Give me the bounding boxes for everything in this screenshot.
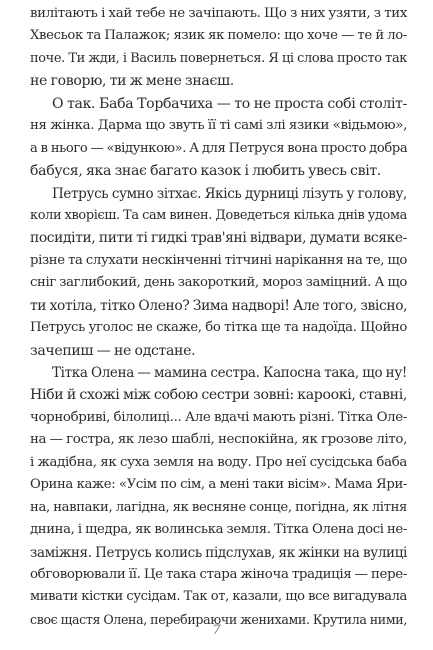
text-line: Хвесьок та Палажок; язик як помело: що хоче — те й ло-: [30, 28, 407, 44]
text-line: і жадібна, як суха земля на воду. Про неї сусідська баба: [30, 454, 407, 470]
text-line: вилітають і хай тебе не зачіпають. Що з них узяти, з тих: [30, 6, 407, 21]
text-line: ня жінка. Дарма що звуть її ті самі злі язики «відьмою»,: [30, 118, 407, 134]
page-number: 7: [212, 623, 221, 638]
text-line: заміжня. Петрусь колись підслухав, як жінки на вулиці: [30, 544, 407, 561]
text-line: не говорю, ти ж мене знаєш.: [30, 73, 234, 90]
text-line: поче. Ти жди, і Василь повернеться. Я ці слова просто так: [30, 50, 407, 66]
body-text: [30, 3, 407, 631]
text-line: Петрусь сумно зітхає. Якісь дурниці лізуть у голову,: [52, 185, 407, 202]
text-line: на, навпаки, лагідна, як весняне сонце, погідна, як літня: [30, 499, 407, 515]
text-line: різне та слухати нескінченні тітчині нарікання на те, що: [30, 252, 407, 268]
text-line: днина, і щедра, як волинська земля. Тітка Олена досі не-: [30, 522, 407, 538]
text-line: мивати кістки сусідам. Так от, казали, що все вигадувала: [30, 589, 407, 605]
text-line: а в нього — «відункою». А для Петруся вона просто добра: [30, 140, 408, 156]
text-line: обговорювали її. Це така стара жіноча традиція — пере-: [30, 566, 407, 582]
text-line: бабуся, яка знає багато казок і любить увесь світ.: [30, 163, 381, 180]
text-line: коли хворієш. Та сам винен. Доведеться кілька днів удома: [30, 207, 407, 223]
text-line: Орина каже: «Усім по сім, а мені таки вісім». Мама Яри-: [30, 477, 407, 493]
text-line: Тітка Олена — мамина сестра. Капосна така, що ну!: [52, 365, 407, 381]
text-line: Ніби й схожі між собою сестри зовні: кароокі, ставні,: [30, 387, 407, 404]
text-line: сніг заглибокий, день закороткий, мороз заміцний. А що: [30, 275, 407, 291]
text-line: своє щастя Олена, перебираючи женихами. Крутила ними,: [30, 611, 407, 627]
text-line: чорнобриві, білолиці... Але вдачі мають різні. Тітка Оле-: [30, 409, 407, 425]
text-line: О так. Баба Торбачиха — то не проста собі століт-: [52, 95, 407, 112]
text-line: посидіти, пити ті гидкі трав'яні відвари, думати всяке-: [30, 230, 407, 247]
text-line: Петрусь уголос не скаже, бо тітка ще та надоїда. Щойно: [30, 320, 407, 336]
text-line: ти хотіла, тітко Олено? Зима надворі! Але того, звісно,: [30, 297, 408, 314]
text-line: зачепиш — не одстане.: [30, 342, 196, 359]
text-line: на — гостра, як лезо шаблі, неспокійна, як грозове літо,: [30, 432, 407, 448]
